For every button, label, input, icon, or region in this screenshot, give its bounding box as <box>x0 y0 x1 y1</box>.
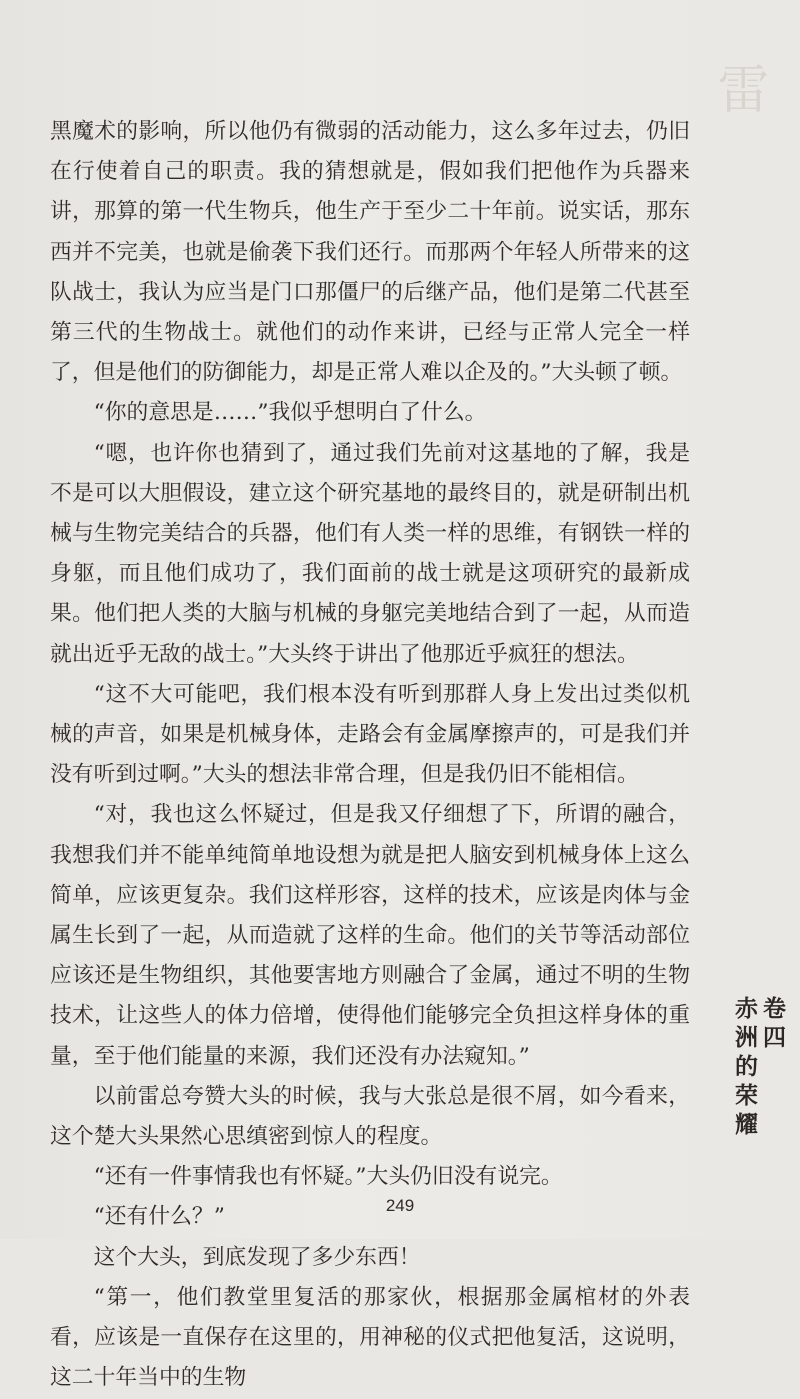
paragraph: “这不大可能吧，我们根本没有听到那群人身上发出过类似机械的声音，如果是机械身体，走路会有金属摩擦声的，可是我们并没有听到过啊。”大头的想法非常合理，但是我仍旧不能相信。 <box>50 681 690 788</box>
paragraph: 这个大头，到底发现了多少东西！ <box>93 1244 421 1270</box>
paragraph: “还有什么？” <box>93 1204 225 1230</box>
paragraph: 黑魔术的影响，所以他仍有微弱的活动能力，这么多年过去，仍旧在行使着自己的职责。我的猜想就是，假如我们把他作为兵器来讲，那算的第一代生物兵，他生产于至少二十年前。说实话，那东西并不完美，也就是偷袭下我们还行。而那两个年轻人所带来的这队战士，我认为应当是门口那僵尸的后继产品，他们是第二代甚至第三代的生物战士。就他们的动作来讲，已经与正常人完全一样了，但是他们的防御能力，却是正常人难以企及的。”大头顿了顿。 <box>50 119 690 386</box>
paragraph: “你的意思是……”我似乎想明白了什么。 <box>93 400 487 426</box>
paragraph: “对，我也这么怀疑过，但是我又仔细想了下，所谓的融合，我想我们并不能单纯简单地设想为就是把人脑安到机械身体上这么简单，应该更复杂。我们这样形容，这样的技术，应该是肉体与金属生长到了一起，从而造就了这样的生命。他们的关节等活动部位应该还是生物组织，其他要害地方则融合了金属，通过不明的生物技术，让这些人的体力倍增，使得他们能够完全负担这样身体的重量，至于他们能量的来源，我们还没有办法窥知。” <box>50 802 690 1069</box>
volume-label: 卷四 <box>759 996 786 1054</box>
chapter-side-label <box>730 996 786 1141</box>
page-number: 249 <box>385 1196 415 1215</box>
paragraph: 以前雷总夸赞大头的时候，我与大张总是很不屑，如今看来，这个楚大头果然心思缜密到惊人的程度。 <box>50 1083 690 1150</box>
paragraph: “还有一件事情我也有怀疑。”大头仍旧没有说完。 <box>93 1164 563 1190</box>
paragraph: “第一，他们教堂里复活的那家伙，根据那金属棺材的外表看，应该是一直保存在这里的，用神秘的仪式把他复活，这说明，这二十年当中的生物 <box>50 1284 690 1391</box>
volume-title: 赤洲的荣耀 <box>731 996 758 1141</box>
paragraph: “嗯，也许你也猜到了，通过我们先前对这基地的了解，我是不是可以大胆假设，建立这个研究基地的最终目的，就是研制出机械与生物完美结合的兵器，他们有人类一样的思维，有钢铁一样的身躯，而且他们成功了，我们面前的战士就是这项研究的最新成果。他们把人类的大脑与机械的身躯完美地结合到了一起，从而造就出近乎无敌的战士。”大头终于讲出了他那近乎疯狂的想法。 <box>50 440 690 667</box>
watermark-char: 雷 <box>708 62 768 116</box>
